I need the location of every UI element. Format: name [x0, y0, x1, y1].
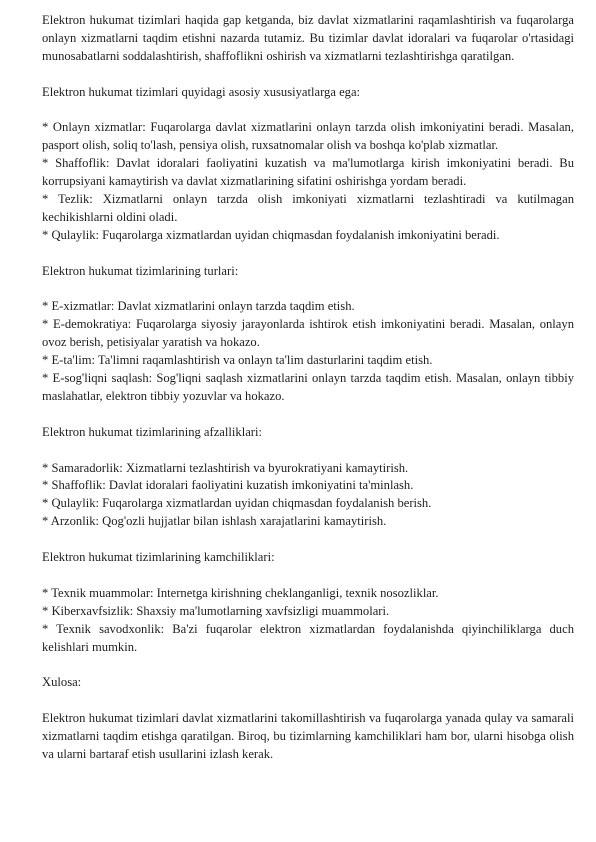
types-heading: Elektron hukumat tizimlarining turlari: [42, 263, 239, 278]
list-item: * Samaradorlik: Xizmatlarni tezlashtirish va byurokratiyani kamaytirish. [42, 460, 409, 475]
list-item: * E-sog'liqni saqlash: Sog'liqni saqlash xizmatlarini onlayn tarzda taqdim etish. Masalan, onlayn tibbiy maslahatlar, elektron tibbiy yozuvlar va hokazo. [42, 371, 574, 403]
intro-paragraph: Elektron hukumat tizimlari haqida gap ketganda, biz davlat xizmatlarini raqamlashtirish va fuqarolarga onlayn xizmatlarni taqdim etishni nazarda tutamiz. Bu tizimlar davlat idoralari va fuqarolar o'rtasidagi munosabatlarni soddalashtirish, shaffoflikni oshirish va xizmatlarni tezlashtirishga qaratilgan. [42, 13, 574, 63]
list-item: * Kiberxavfsizlik: Shaxsiy ma'lumotlarning xavfsizligi muammolari. [42, 603, 390, 618]
list-item: * E-xizmatlar: Davlat xizmatlarini onlayn tarzda taqdim etish. [42, 299, 355, 314]
advantages-list [42, 460, 574, 532]
list-item: * Shaffoflik: Davlat idoralari faoliyatini kuzatish va ma'lumotlarga kirish imkoniyatini beradi. Bu korrupsiyani kamaytirish va davlat xizmatlarining sifatini oshirishga yordam beradi. [42, 156, 574, 189]
disadvantages-list [42, 585, 574, 657]
list-item: * Texnik muammolar: Internetga kirishning cheklanganligi, texnik nosozliklar. [42, 585, 439, 600]
list-item: * Arzonlik: Qog'ozli hujjatlar bilan ishlash xarajatlarini kamaytirish. [42, 514, 387, 529]
list-item: * E-ta'lim: Ta'limni raqamlashtirish va onlayn ta'lim dasturlarini taqdim etish. [42, 353, 433, 368]
features-heading: Elektron hukumat tizimlari quyidagi asosiy xususiyatlarga ega: [42, 84, 361, 99]
list-item: * E-demokratiya: Fuqarolarga siyosiy jarayonlarda ishtirok etish imkoniyatini beradi. Masalan, onlayn ovoz berish, petisiyalar yaratish va hokazo. [42, 317, 574, 350]
conclusion-heading: Xulosa: [42, 675, 82, 690]
conclusion-paragraph: Elektron hukumat tizimlari davlat xizmatlarini takomillashtirish va fuqarolarga yanada qulay va samarali xizmatlarni taqdim etishga qaratilgan. Biroq, bu tizimlarning kamchiliklari ham bor, ularni hisobga olish va ularni bartaraf etish usullarini izlash kerak. [42, 711, 574, 761]
list-item: * Qulaylik: Fuqarolarga xizmatlardan uyidan chiqmasdan foydalanish imkoniyatini beradi. [42, 227, 500, 242]
features-list [42, 119, 574, 244]
list-item: * Texnik savodxonlik: Ba'zi fuqarolar elektron xizmatlardan foydalanishda qiyinchiliklarga duch kelishlari mumkin. [42, 621, 574, 654]
list-item: * Qulaylik: Fuqarolarga xizmatlardan uyidan chiqmasdan foydalanish berish. [42, 496, 432, 511]
list-item: * Tezlik: Xizmatlarni onlayn tarzda olish imkoniyati xizmatlarni tezlashtiradi va kutilmagan kechikishlarni oldini oladi. [42, 192, 574, 224]
list-item: * Shaffoflik: Davlat idoralari faoliyatini kuzatish imkoniyatini ta'minlash. [42, 478, 414, 493]
list-item: * Onlayn xizmatlar: Fuqarolarga davlat xizmatlarini onlayn tarzda olish imkoniyatini beradi. Masalan, pasport olish, soliq to'lash, pensiya olish, ruxsatnomalar olish va boshqa ko'plab xizmatlar. [42, 120, 574, 153]
document-page [42, 12, 574, 782]
types-list [42, 298, 574, 405]
advantages-heading: Elektron hukumat tizimlarining afzalliklari: [42, 424, 262, 439]
disadvantages-heading: Elektron hukumat tizimlarining kamchiliklari: [42, 550, 275, 565]
